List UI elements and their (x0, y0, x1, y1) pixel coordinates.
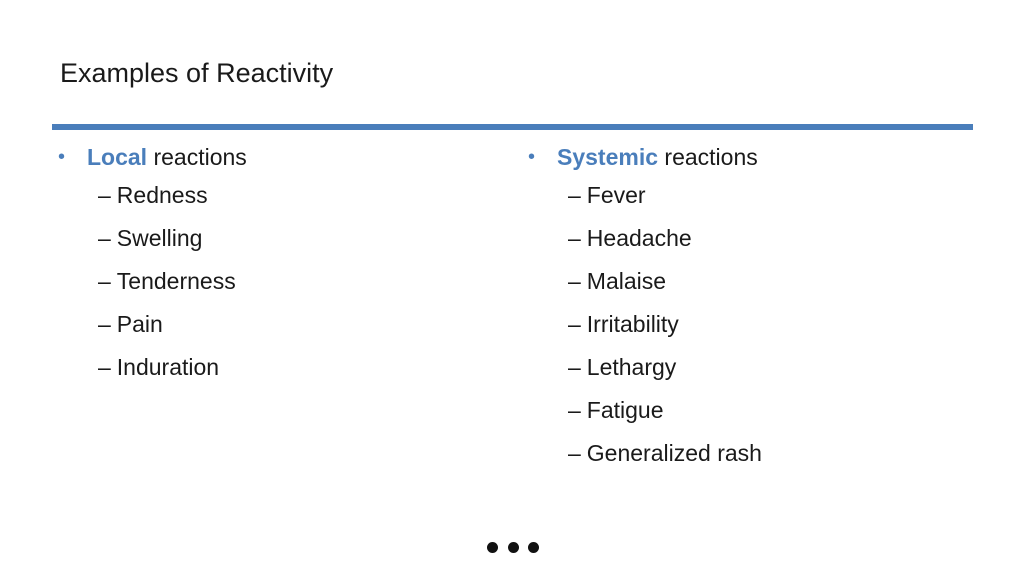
list-item (528, 174, 762, 217)
local-reactions-list (58, 174, 247, 389)
list-item-text: Malaise (586, 268, 667, 294)
list-item-text: Irritability (586, 311, 679, 337)
dash-marker: – (568, 182, 581, 208)
list-item-text: Fever (586, 182, 646, 208)
ellipsis-dot (487, 542, 498, 553)
systemic-reactions-list (528, 174, 762, 475)
ellipsis-dot (508, 542, 519, 553)
ellipsis-icon (487, 541, 539, 553)
dash-marker: – (98, 268, 111, 294)
list-item (528, 432, 762, 475)
dash-marker: – (98, 182, 111, 208)
list-item (528, 389, 762, 432)
dash-marker: – (568, 225, 581, 251)
list-item (528, 217, 762, 260)
bullet-icon: • (58, 146, 66, 168)
title-divider (52, 124, 973, 130)
list-item (58, 260, 247, 303)
ellipsis-dot (528, 542, 539, 553)
bullet-heading-accent: Local (87, 144, 148, 170)
list-item (528, 346, 762, 389)
dash-marker: – (568, 440, 581, 466)
slide-title: Examples of Reactivity (60, 58, 334, 88)
list-item (58, 217, 247, 260)
bullet-heading-accent: Systemic (557, 144, 659, 170)
dash-marker: – (568, 354, 581, 380)
list-item-text: Swelling (116, 225, 203, 251)
right-column (528, 140, 762, 475)
bullet-local-reactions (58, 140, 247, 174)
list-item (528, 303, 762, 346)
bullet-systemic-reactions (528, 140, 762, 174)
dash-marker: – (98, 311, 111, 337)
list-item-text: Induration (116, 354, 220, 380)
list-item-text: Generalized rash (586, 440, 762, 466)
list-item-text: Tenderness (116, 268, 236, 294)
list-item-text: Lethargy (586, 354, 677, 380)
list-item-text: Pain (116, 311, 163, 337)
dash-marker: – (568, 397, 581, 423)
left-column (58, 140, 247, 389)
list-item (58, 303, 247, 346)
dash-marker: – (568, 268, 581, 294)
bullet-heading-text: reactions (147, 144, 247, 170)
list-item-text: Fatigue (586, 397, 664, 423)
list-item (528, 260, 762, 303)
list-item (58, 346, 247, 389)
dash-marker: – (98, 225, 111, 251)
bullet-icon: • (528, 146, 536, 168)
list-item-text: Headache (586, 225, 692, 251)
dash-marker: – (568, 311, 581, 337)
dash-marker: – (98, 354, 111, 380)
list-item (58, 174, 247, 217)
bullet-heading-text: reactions (658, 144, 758, 170)
list-item-text: Redness (116, 182, 208, 208)
